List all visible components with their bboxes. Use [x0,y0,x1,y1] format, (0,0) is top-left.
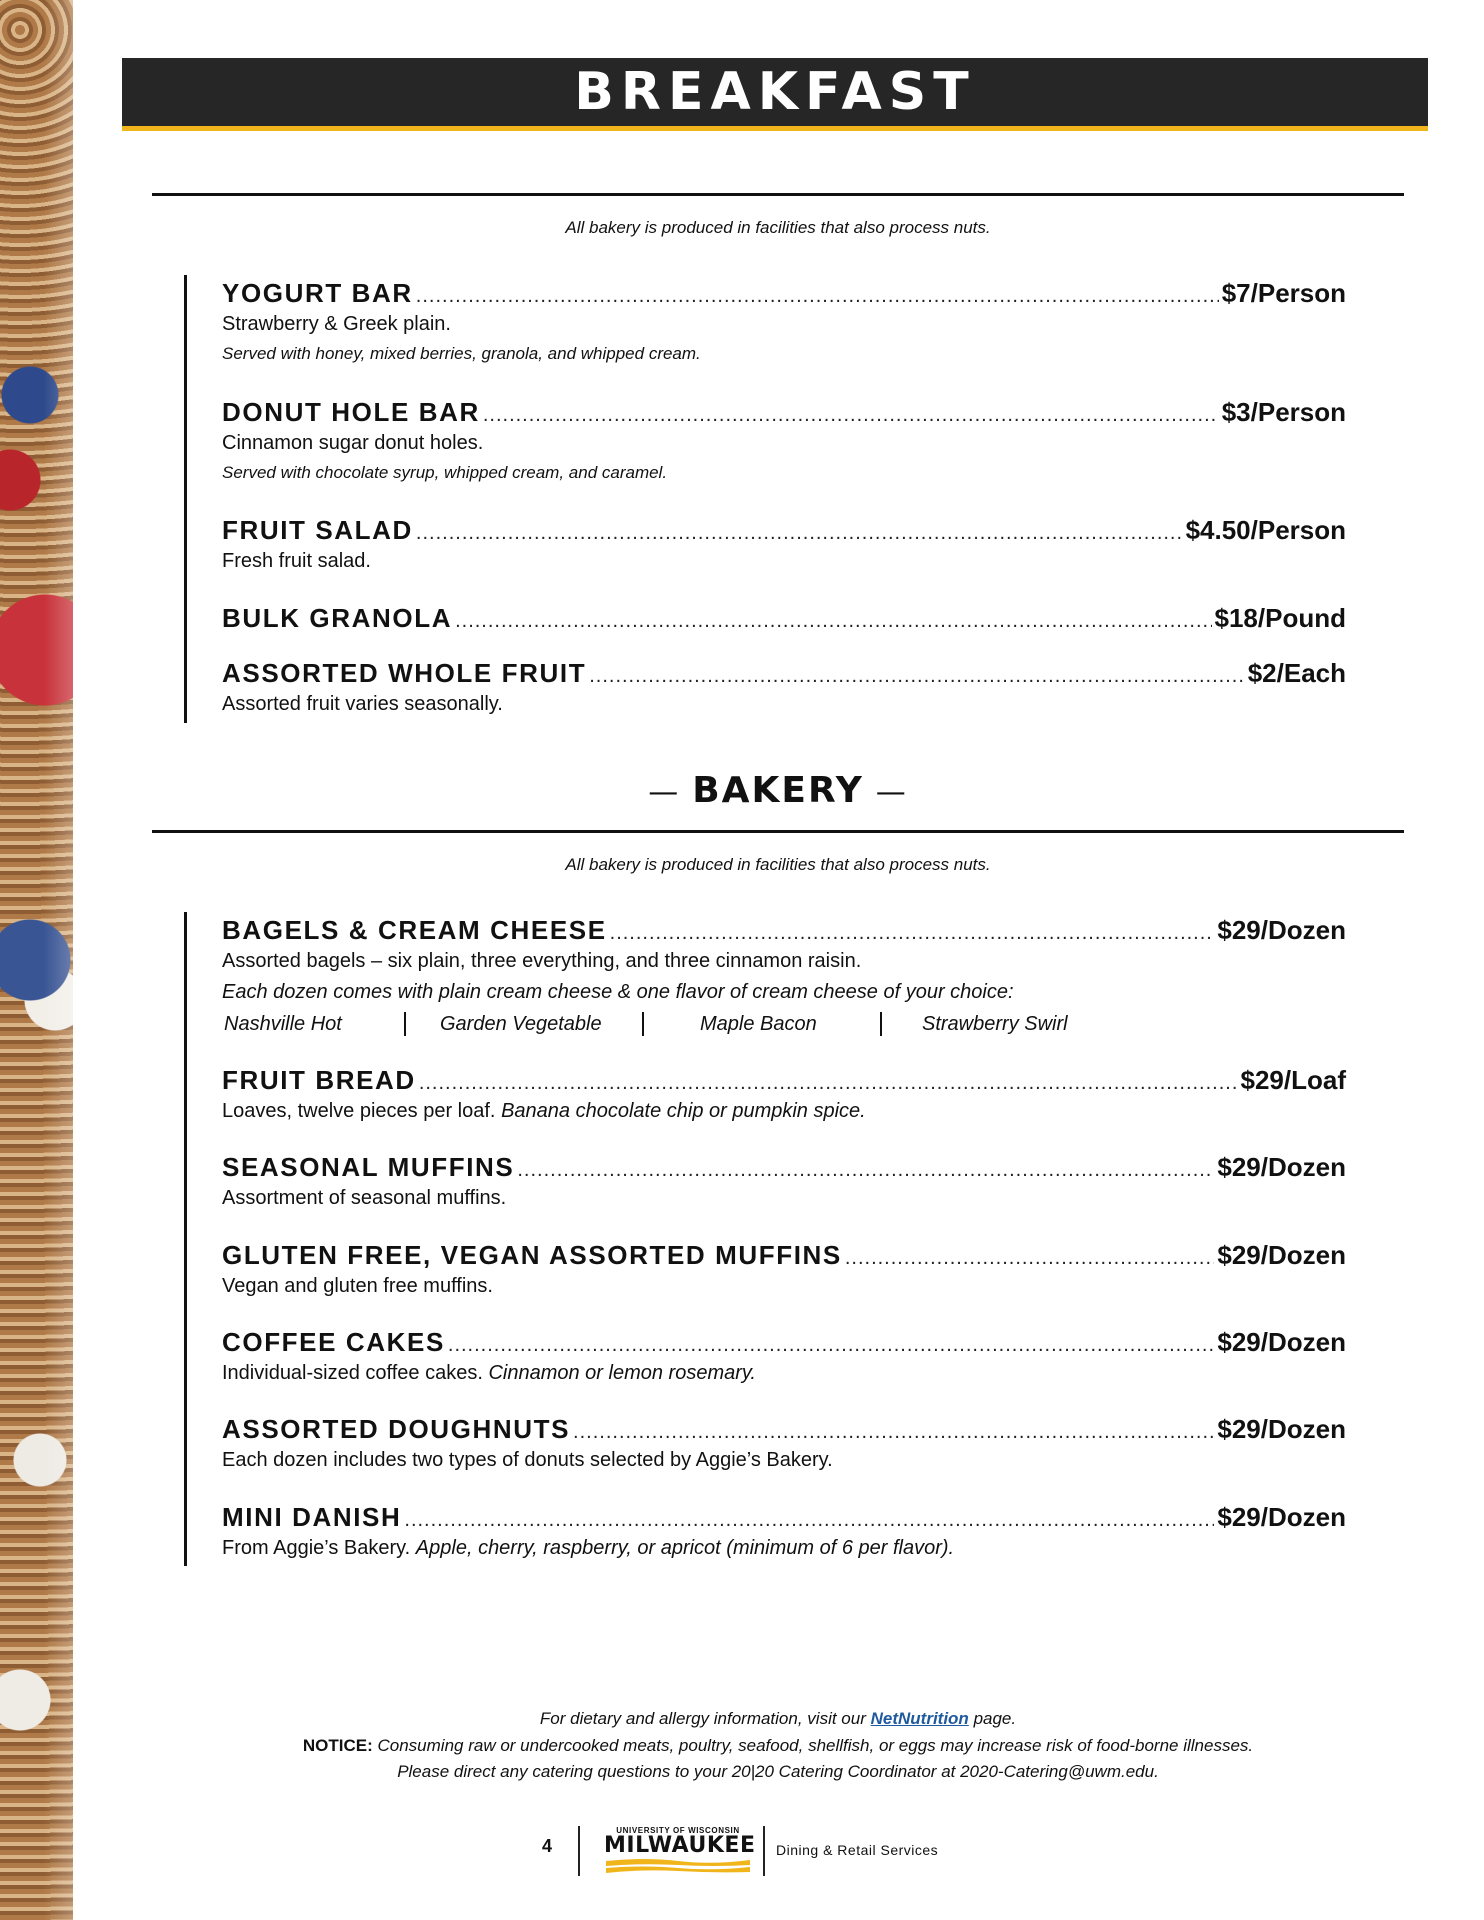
dot-leader [573,1421,1214,1444]
page-number: 4 [542,1836,553,1856]
item-name: ASSORTED DOUGHNUTS [222,1414,571,1444]
item-description-italic: Cinnamon or lemon rosemary. [488,1362,756,1384]
dot-leader [448,1334,1215,1357]
item-description [222,1537,1346,1560]
heading-dash: — [875,775,908,810]
item-description: Vegan and gluten free muffins. [222,1275,493,1297]
item-name: FRUIT SALAD [222,515,413,545]
item-price: $29/Dozen [1217,1240,1346,1270]
nut-allergy-note: All bakery is produced in facilities that also process nuts. [565,218,991,237]
menu-item-bulk-granola [222,603,1346,634]
item-price: $29/Dozen [1217,915,1346,945]
menu-item-fruit-bread [222,1065,1346,1123]
notice-label: NOTICE: [302,1736,373,1755]
section-rule [152,193,1404,196]
item-name: GLUTEN FREE, VEGAN ASSORTED MUFFINS [222,1240,842,1270]
nut-allergy-note: All bakery is produced in facilities that also process nuts. [565,855,991,874]
menu-item-mini-danish [222,1502,1346,1560]
item-description [222,1362,1346,1385]
dot-leader [416,285,1219,308]
item-description-text: Individual-sized coffee cakes. [222,1362,483,1384]
section-vertical-bar [184,912,187,1566]
page-title: BREAKFAST [574,62,976,122]
department-name: Dining & Retail Services [776,1842,939,1858]
item-name: FRUIT BREAD [222,1065,416,1095]
item-price: $29/Dozen [1217,1502,1346,1532]
item-price: $29/Dozen [1217,1414,1346,1444]
item-name: MINI DANISH [222,1502,402,1532]
side-photo-strip [0,0,73,1920]
dot-leader [845,1247,1215,1270]
item-price: $4.50/Person [1185,515,1346,545]
item-description [222,1100,1346,1123]
dot-leader [589,665,1244,688]
item-name: DONUT HOLE BAR [222,397,480,427]
item-name: BAGELS & CREAM CHEESE [222,915,607,945]
menu-item-yogurt-bar [222,278,1346,364]
menu-item-seasonal-muffins [222,1152,1346,1210]
logo-milwaukee-text: MILWAUKEE [604,1833,756,1858]
catering-contact-line: Please direct any catering questions to your 20|20 Catering Coordinator at 2020-Catering@uwm.edu. [397,1762,1159,1781]
item-description-italic: Apple, cherry, raspberry, or apricot (minimum of 6 per flavor). [415,1537,955,1559]
dot-leader [416,522,1183,545]
flavor-option: Nashville Hot [224,1012,342,1035]
item-name: YOGURT BAR [222,278,413,308]
item-description: Fresh fruit salad. [222,550,371,572]
item-description: Assortment of seasonal muffins. [222,1187,507,1209]
item-description-italic: Banana chocolate chip or pumpkin spice. [501,1100,866,1122]
menu-item-assorted-whole-fruit [222,658,1346,716]
menu-item-gluten-free-muffins [222,1240,1346,1298]
bakery-title: BAKERY [692,770,864,811]
item-description: Strawberry & Greek plain. [222,313,451,335]
item-price: $2/Each [1247,658,1346,688]
logo-university-text: UNIVERSITY OF WISCONSIN [616,1826,740,1835]
bakery-heading [152,770,1404,811]
footer-divider [763,1826,765,1876]
footer-divider [578,1826,580,1876]
item-price: $3/Person [1221,397,1346,427]
item-price: $7/Person [1221,278,1346,308]
item-note: Served with honey, mixed berries, granola, and whipped cream. [222,344,701,363]
menu-item-coffee-cakes [222,1327,1346,1385]
side-photo-fade [0,0,73,1920]
notice-text: Consuming raw or undercooked meats, poultry, seafood, shellfish, or eggs may increase risk of food-borne illnesses. [377,1736,1254,1755]
item-description: Cinnamon sugar donut holes. [222,432,484,454]
item-description-text: Loaves, twelve pieces per loaf. [222,1100,496,1122]
dietary-info-text: For dietary and allergy information, visit our [539,1709,866,1728]
dietary-info-line [152,1709,1404,1729]
menu-item-bagels [222,915,1346,1036]
page-footer [0,1822,1484,1882]
menu-item-assorted-doughnuts [222,1414,1346,1472]
dot-leader [419,1072,1238,1095]
dietary-info-text-end: page. [973,1709,1017,1728]
dot-leader [455,610,1211,633]
item-description-text: From Aggie’s Bakery. [222,1537,411,1559]
item-description-choice: Each dozen comes with plain cream cheese & one flavor of cream cheese of your choice: [222,981,1014,1003]
item-name: COFFEE CAKES [222,1327,445,1357]
section-rule [152,830,1404,833]
logo-wave-icon [604,1857,752,1873]
heading-dash: — [648,775,681,810]
item-note: Served with chocolate syrup, whipped cream, and caramel. [222,463,668,482]
notice-line [152,1736,1404,1756]
uwm-logo [604,1826,756,1878]
flavor-option: Strawberry Swirl [922,1012,1068,1035]
flavor-options [222,1012,1346,1036]
flavor-option: Garden Vegetable [440,1012,602,1035]
item-price: $29/Dozen [1217,1152,1346,1182]
menu-item-fruit-salad [222,515,1346,573]
section-vertical-bar [184,275,187,723]
item-price: $29/Dozen [1217,1327,1346,1357]
item-description: Assorted bagels – six plain, three everything, and three cinnamon raisin. [222,950,862,972]
item-price: $29/Loaf [1240,1065,1346,1095]
flavor-option: Maple Bacon [700,1012,817,1035]
item-description: Each dozen includes two types of donuts selected by Aggie’s Bakery. [222,1449,833,1471]
dot-leader [483,404,1219,427]
dot-leader [610,922,1215,945]
item-price: $18/Pound [1214,603,1346,633]
menu-item-donut-hole-bar [222,397,1346,483]
item-name: BULK GRANOLA [222,603,453,633]
netnutrition-link[interactable]: NetNutrition [870,1709,969,1728]
header-bar [122,58,1428,131]
item-description: Assorted fruit varies seasonally. [222,693,503,715]
dot-leader [404,1509,1214,1532]
item-name: ASSORTED WHOLE FRUIT [222,658,587,688]
dot-leader [517,1159,1214,1182]
item-name: SEASONAL MUFFINS [222,1152,515,1182]
